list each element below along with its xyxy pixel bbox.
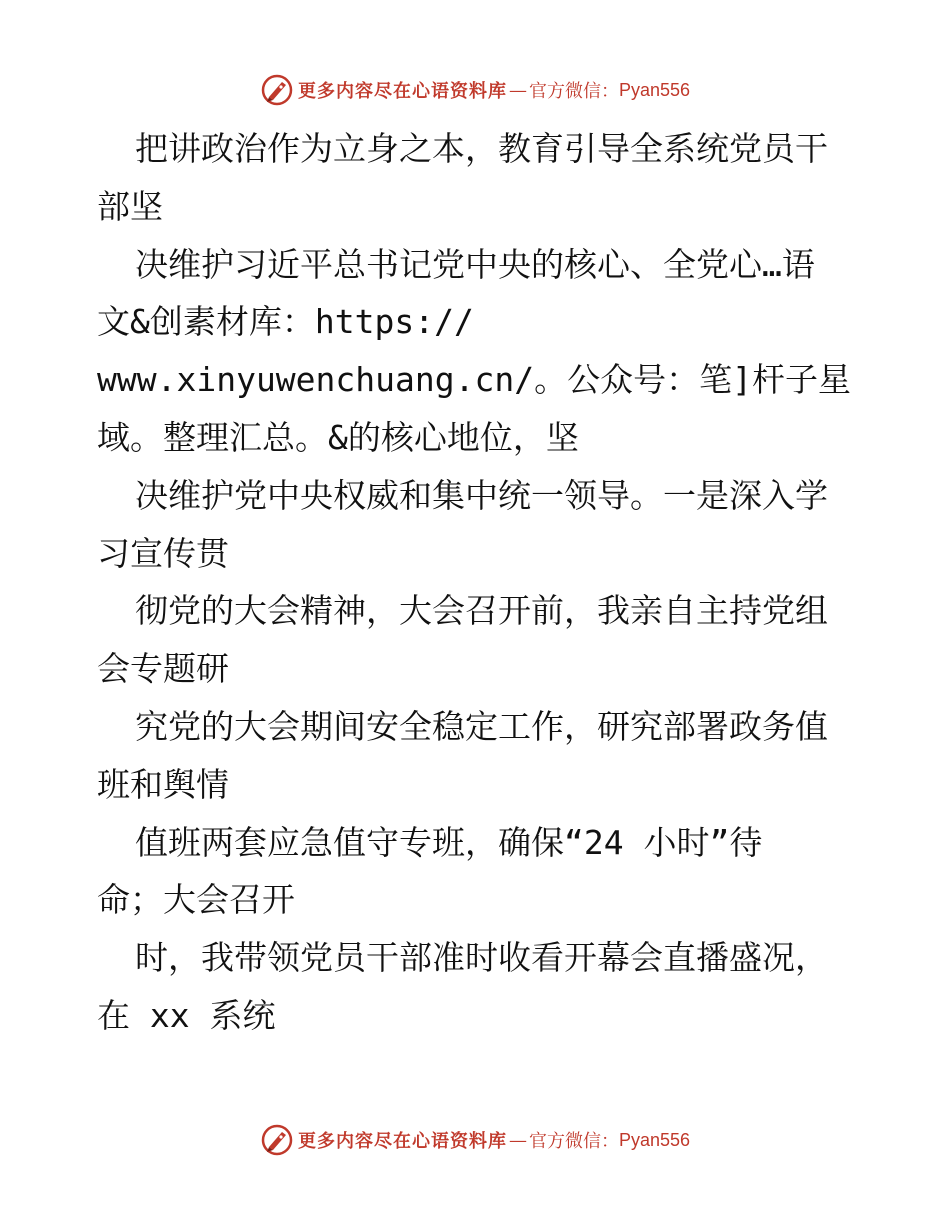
body-line: 习宣传贯: [97, 533, 229, 573]
header-brand: 更多内容尽在心语资料库: [297, 81, 507, 102]
header-banner: [0, 70, 950, 110]
header-label: 官方微信：: [528, 81, 619, 102]
body-line: 班和舆情: [97, 764, 229, 804]
body-line: 时，我带领党员干部准时收看开幕会直播盛况，: [135, 938, 828, 978]
body-line: 究党的大会期间安全稳定工作，研究部署政务值: [135, 706, 828, 746]
footer-separator: —: [508, 1129, 527, 1151]
footer-label: 官方微信：: [528, 1131, 619, 1152]
body-line: 值班两套应急值守专班，确保“24 小时”待: [135, 822, 763, 862]
body-line: 会专题研: [97, 649, 229, 689]
body-line: 决维护习近平总书记党中央的核心、全党心…语: [135, 244, 815, 284]
body-line: 域。整理汇总。&的核心地位，坚: [97, 417, 579, 457]
footer-banner: [0, 1120, 950, 1160]
pen-logo-icon: [260, 73, 294, 107]
body-line: 部坚: [97, 186, 163, 226]
body-line: 在 xx 系统: [97, 995, 276, 1035]
header-wechat: Pyan556: [618, 79, 691, 100]
pen-logo-icon: [260, 1123, 294, 1157]
document-body: [97, 120, 857, 1045]
body-line: 命；大会召开: [97, 880, 295, 920]
body-line: 文&创素材库：https://: [97, 302, 474, 342]
body-line: www.xinyuwenchuang.cn/。公众号：笔]杆子星: [97, 360, 851, 400]
body-line: 把讲政治作为立身之本，教育引导全系统党员干: [135, 129, 828, 168]
body-line: 彻党的大会精神，大会召开前，我亲自主持党组: [135, 591, 828, 631]
footer-brand: 更多内容尽在心语资料库: [297, 1131, 507, 1152]
footer-wechat: Pyan556: [618, 1129, 691, 1150]
body-line: 决维护党中央权威和集中统一领导。一是深入学: [135, 475, 828, 515]
header-separator: —: [508, 79, 527, 101]
